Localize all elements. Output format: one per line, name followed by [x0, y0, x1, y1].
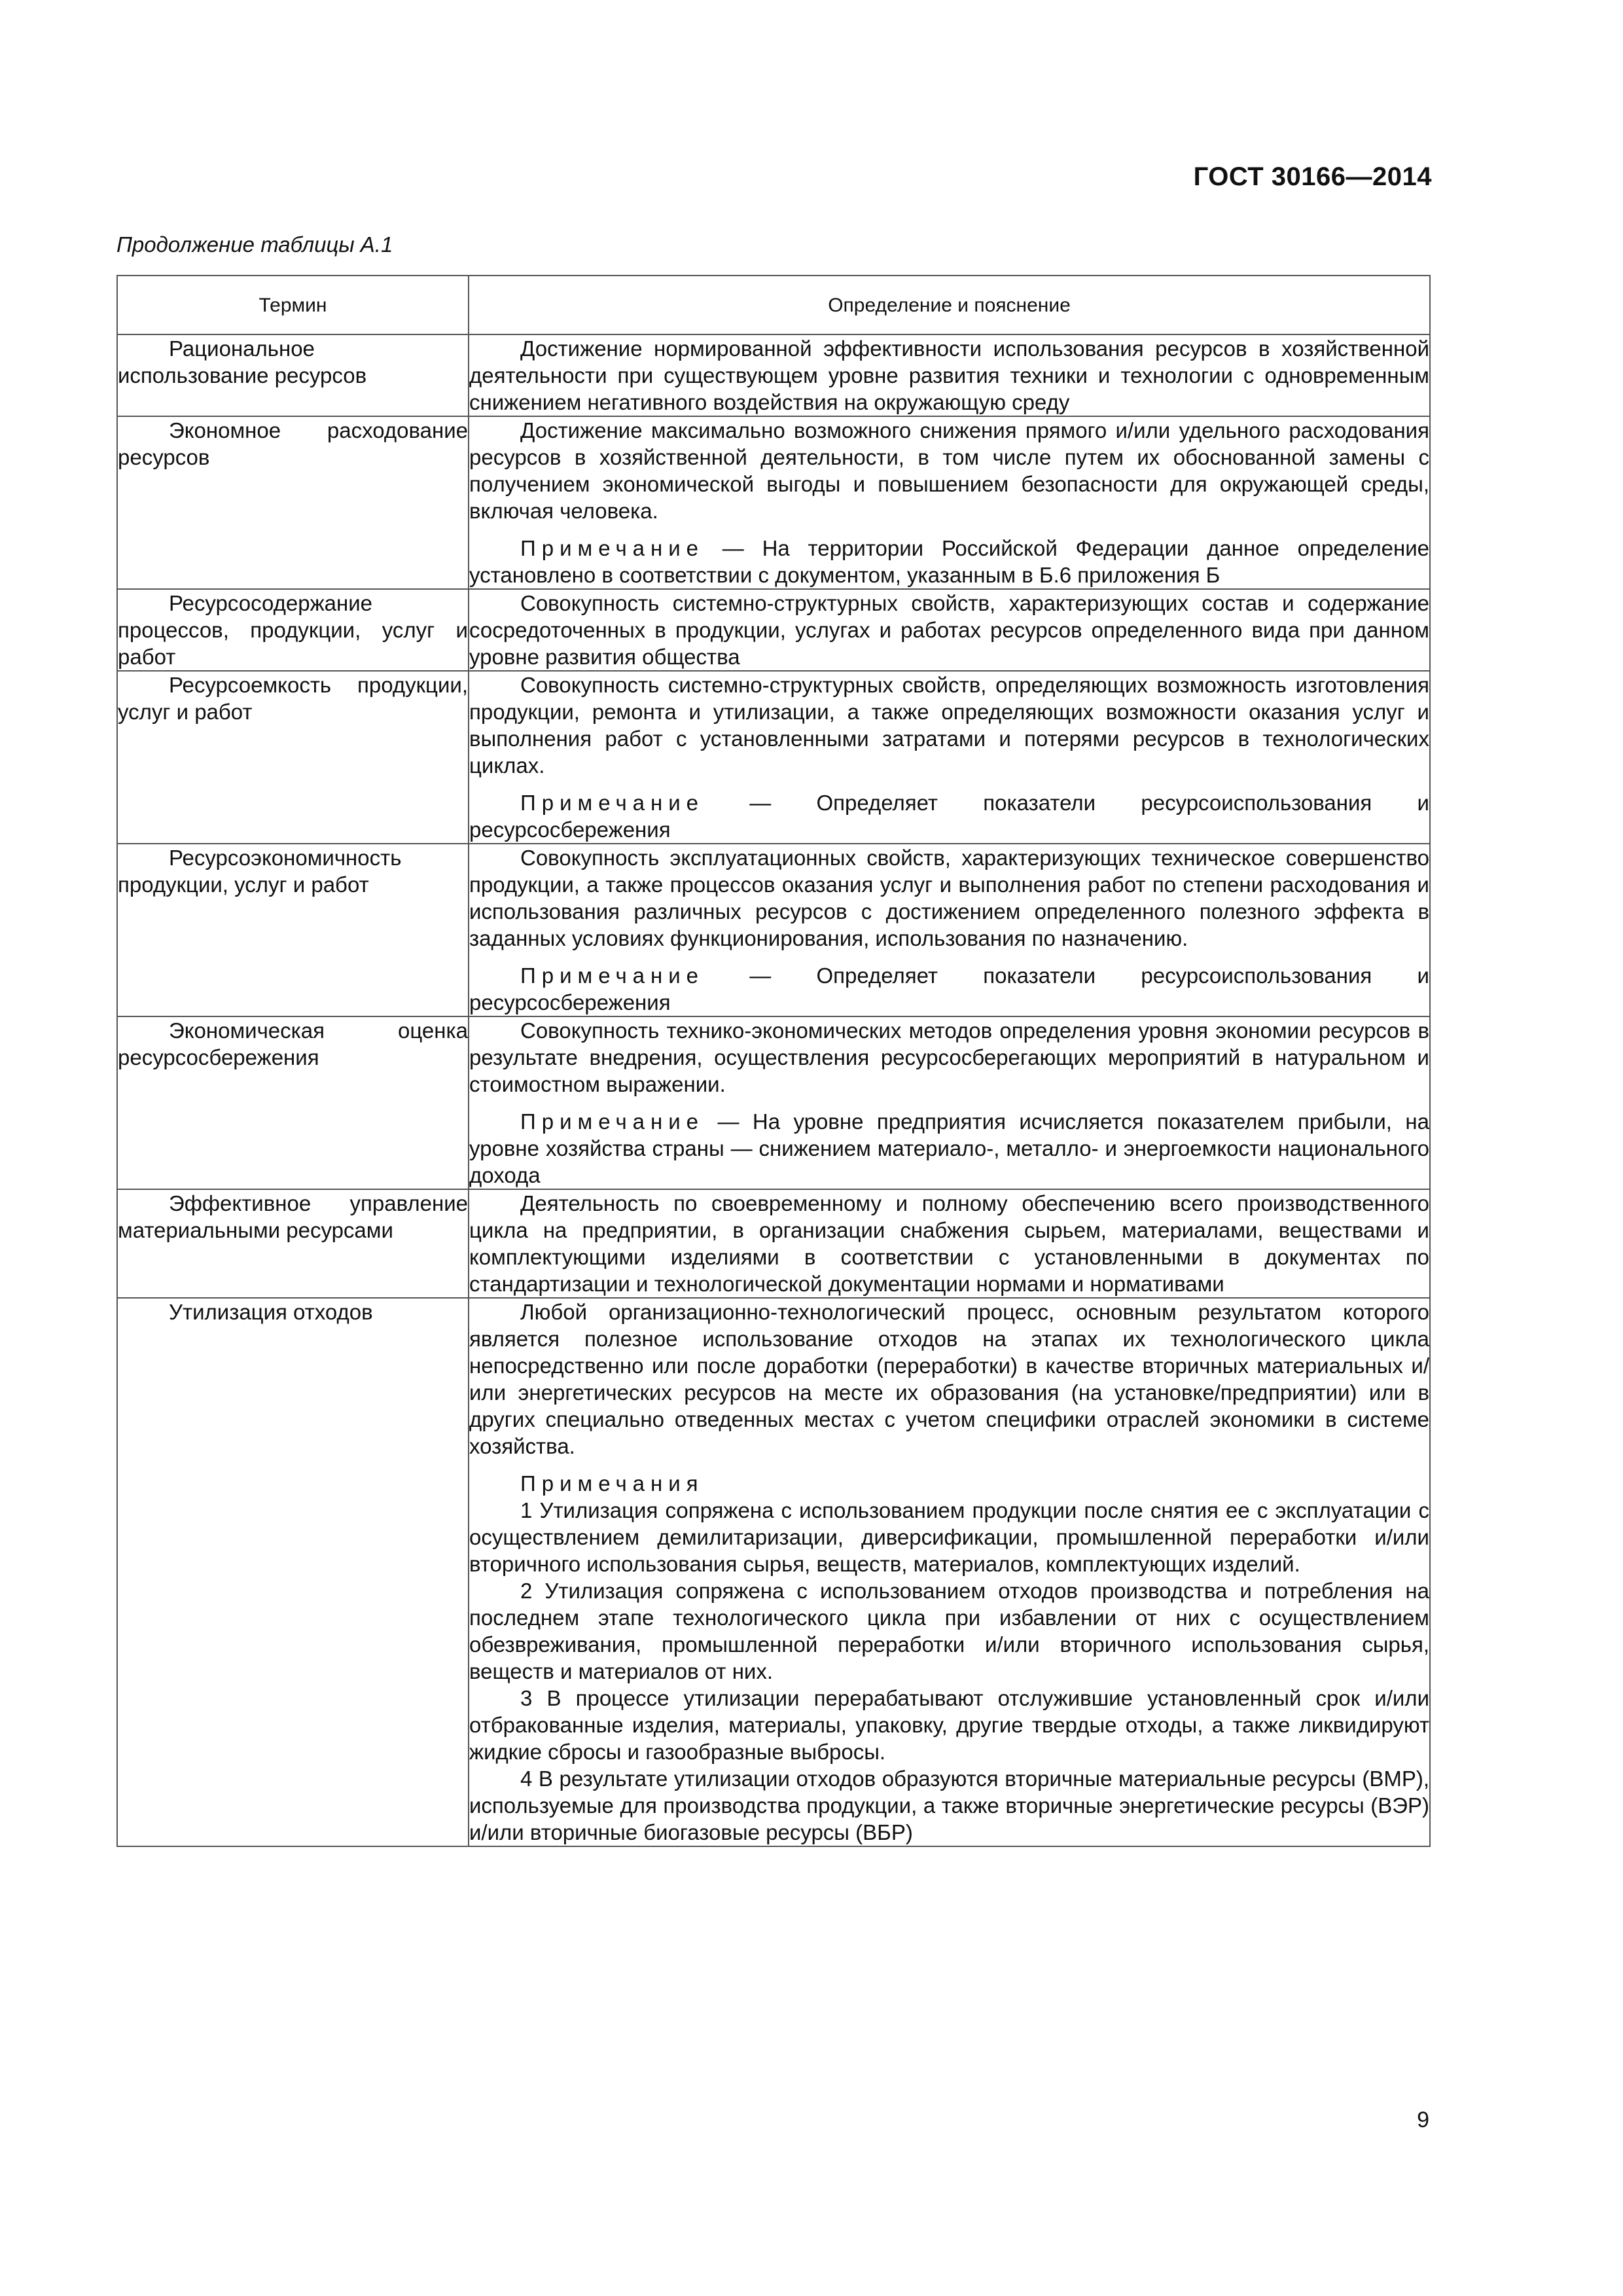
- table-row: [117, 844, 1430, 1016]
- table-row: [117, 1298, 1430, 1846]
- term-cell: [117, 1189, 469, 1298]
- term-text: Эффективное управление материальными ресурсами: [118, 1191, 468, 1242]
- note-text: — Определяет показатели ресурсоиспользования и ресурсосбережения: [469, 963, 1429, 1014]
- term-cell: [117, 416, 469, 589]
- page-number: 9: [1417, 2108, 1429, 2132]
- term-cell: [117, 334, 469, 416]
- term-text: Ресурсоэкономичность продукции, услуг и работ: [118, 846, 402, 897]
- definition-cell: [469, 844, 1430, 1016]
- term-text: Экономное расходование ресурсов: [118, 418, 468, 469]
- term-cell: [117, 1016, 469, 1189]
- term-cell: [117, 589, 469, 671]
- table-row: [117, 589, 1430, 671]
- term-cell: [117, 1298, 469, 1846]
- definition-text: Достижение максимально возможного снижения прямого и/или удельного расходования ресурсов в хозяйственной деятельности, в том числе путем их обоснованной замены с получением экономической выгоды и повышением безопасности для окружающей среды, включая человека.: [469, 418, 1429, 523]
- term-text: Ресурсосодержание процессов, продукции, услуг и работ: [118, 591, 468, 669]
- term-text: Утилизация отходов: [169, 1300, 373, 1324]
- terms-table: [116, 275, 1431, 1847]
- definition-cell: [469, 1016, 1430, 1189]
- note: [469, 535, 1429, 588]
- header-definition: Определение и пояснение: [469, 276, 1430, 334]
- note-label: Примечание: [520, 963, 705, 988]
- note-text: — На уровне предприятия исчисляется показателем прибыли, на уровне хозяйства страны — снижением материало-, металло- и энергоемкости национального дохода: [469, 1109, 1429, 1187]
- definition-cell: [469, 589, 1430, 671]
- term-text: Ресурсоемкость продукции, услуг и работ: [118, 673, 468, 724]
- definition-cell: [469, 416, 1430, 589]
- term-cell: [117, 844, 469, 1016]
- definition-text: Любой организационно-технологический процесс, основным результатом которого является полезное использование отходов на этапах их технологического цикла непосредственно или после доработки (переработки) в качестве вторичных материальных и/или энергетических ресурсов на месте их образования (на установке/предприятии) или в других специально отведенных местах с учетом специфики отраслей экономики в системе хозяйства.: [469, 1300, 1429, 1458]
- table-row: [117, 334, 1430, 416]
- definition-text: Деятельность по своевременному и полному обеспечению всего производственного цикла на предприятии, в организации снабжения сырьем, материалами, веществами и комплектующими изделиями в соответствии с установленными в документах по стандартизации и технологической документации нормами и нормативами: [469, 1191, 1429, 1296]
- definition-text: Совокупность технико-экономических методов определения уровня экономии ресурсов в результате внедрения, осуществления ресурсосберегающих мероприятий в натуральном и стоимостном выражении.: [469, 1018, 1429, 1096]
- note-text: — На территории Российской Федерации данное определение установлено в соответствии с документом, указанным в Б.6 приложения Б: [469, 536, 1429, 587]
- note: [469, 789, 1429, 843]
- note: [469, 962, 1429, 1016]
- header-term: Термин: [117, 276, 469, 334]
- definition-text: Совокупность системно-структурных свойств, определяющих возможность изготовления продукции, ремонта и утилизации, а также определяющих возможности оказания услуг и выполнения работ с установленными затратами и потерями ресурсов в технологических циклах.: [469, 673, 1429, 778]
- note-text: — Определяет показатели ресурсоиспользования и ресурсосбережения: [469, 791, 1429, 842]
- table-header-row: [117, 276, 1430, 334]
- note: [469, 1108, 1429, 1189]
- table-row: [117, 1189, 1430, 1298]
- note-item: 2 Утилизация сопряжена с использованием отходов производства и потребления на последнем этапе технологического цикла при избавлении от них с осуществлением обезвреживания, промышленной переработки и/или вторичного использования сырья, веществ и материалов от них.: [469, 1579, 1429, 1683]
- table-row: [117, 671, 1430, 844]
- term-text: Рациональное использование ресурсов: [118, 336, 367, 387]
- definition-cell: [469, 1298, 1430, 1846]
- definition-text: Совокупность системно-структурных свойств, характеризующих состав и содержание сосредоточенных в продукции, услугах и работах ресурсов определенного вида при данном уровне развития общества: [469, 591, 1429, 669]
- note-label: Примечание: [520, 1109, 705, 1134]
- notes-label: Примечания: [520, 1471, 704, 1496]
- definition-cell: [469, 671, 1430, 844]
- note-item: 1 Утилизация сопряжена с использованием продукции после снятия ее с эксплуатации с осуществлением демилитаризации, диверсификации, промышленной переработки и/или вторичного использования сырья, веществ, материалов, комплектующих изделий.: [469, 1498, 1429, 1576]
- note-item: 4 В результате утилизации отходов образуются вторичные материальные ресурсы (ВМР), используемые для производства продукции, а также вторичные энергетические ресурсы (ВЭР) и/или вторичные биогазовые ресурсы (ВБР): [469, 1767, 1429, 1844]
- table-row: [117, 416, 1430, 589]
- definition-text: Совокупность эксплуатационных свойств, характеризующих техническое совершенство продукции, а также процессов оказания услуг и выполнения работ по степени расходования и использования различных ресурсов с достижением определенного полезного эффекта в заданных условиях функционирования, использования по назначению.: [469, 846, 1429, 950]
- table-row: [117, 1016, 1430, 1189]
- definition-cell: [469, 334, 1430, 416]
- term-text: Экономическая оценка ресурсосбережения: [118, 1018, 468, 1069]
- note-item: 3 В процессе утилизации перерабатывают отслужившие установленный срок и/или отбракованные изделия, материалы, упаковку, другие твердые отходы, а также ликвидируют жидкие сбросы и газообразные выбросы.: [469, 1686, 1429, 1764]
- table-caption: Продолжение таблицы А.1: [116, 232, 393, 257]
- note-label: Примечание: [520, 791, 705, 815]
- definition-text: Достижение нормированной эффективности использования ресурсов в хозяйственной деятельности при существующем уровне развития техники и технологии с одновременным снижением негативного воздействия на окружающую среду: [469, 336, 1429, 414]
- note-label: Примечание: [520, 536, 705, 560]
- standard-designation: ГОСТ 30166—2014: [1193, 162, 1432, 191]
- term-cell: [117, 671, 469, 844]
- definition-cell: [469, 1189, 1430, 1298]
